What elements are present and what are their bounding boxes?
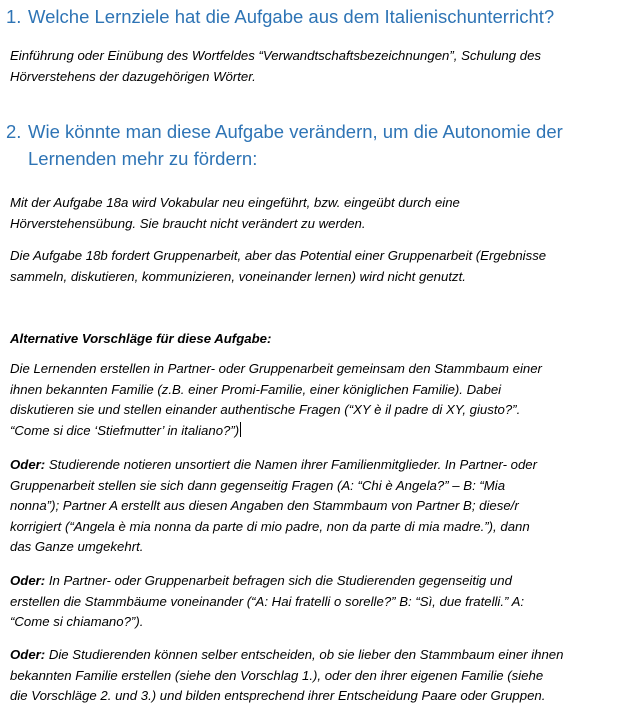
- text-line: Einführung oder Einübung des Wortfeldes “Verwandtschaftsbezeichnungen”, Schulung des: [10, 48, 542, 63]
- answer-lernziele: [10, 46, 610, 87]
- text-run: Studierende notieren unsortiert die Namen ihrer Familienmitglieder. In Partner- oder: [45, 457, 538, 472]
- text-line: nonna”); Partner A erstellt aus diesen Angaben den Stammbaum von Partner B; diese/r: [10, 498, 519, 513]
- text-line: [10, 571, 610, 592]
- heading-number: 2.: [6, 121, 22, 142]
- text-cursor: [240, 422, 241, 437]
- alternative-heading: [10, 329, 610, 350]
- text-line: erstellen die Stammbäume voneinander (“A: Hai fratelli o sorelle?” B: “Sì, due fratelli.” A:: [10, 593, 525, 609]
- text-line: sammeln, diskutieren, kommunizieren, voneinander lernen) wird nicht genutzt.: [10, 268, 466, 284]
- text-line: diskutieren sie und stellen einander authentische Fragen (“XY è il padre di XY, giusto?”.: [10, 402, 521, 417]
- text-line: ihnen bekannten Familie (z.B. einer Promi-Familie, einer königlichen Familie). Dabei: [10, 381, 502, 397]
- text-line-with-cursor: [10, 421, 610, 442]
- text-line: das Ganze umgekehrt.: [10, 539, 144, 554]
- proposal-3: [10, 571, 610, 633]
- text-line: “Come si dice ‘Stiefmutter’ in italiano?”): [10, 422, 240, 438]
- proposal-4: [10, 645, 610, 707]
- text-line: korrigiert (“Angela è mia nonna da parte di mio padre, non da parte di mia madre.”), dann: [10, 518, 530, 534]
- heading-lernziele: [6, 3, 554, 30]
- text-line: [10, 455, 610, 476]
- text-line: Gruppenarbeit stellen sie sich dann gegenseitig Fragen (A: “Chi è Angela?” – B: “Mia: [10, 477, 506, 493]
- answer-aufgabe-18b: [10, 246, 610, 287]
- text-line: die Vorschläge 2. und 3.) und bilden entsprechend ihrer Entscheidung Paare oder Gruppen.: [10, 688, 546, 703]
- text-line: Die Lernenden erstellen in Partner- oder Gruppenarbeit gemeinsam den Stammbaum einer: [10, 361, 542, 376]
- heading-autonomie: [6, 118, 563, 172]
- text-run: In Partner- oder Gruppenarbeit befragen sich die Studierenden gegenseitig und: [45, 573, 512, 588]
- text-run: Die Studierenden können selber entscheiden, ob sie lieber den Stammbaum einer ihnen: [45, 647, 564, 662]
- heading-text-line2: Lernenden mehr zu fördern:: [28, 148, 258, 169]
- or-label: Oder:: [10, 457, 46, 472]
- text-line: Hörverstehensübung. Sie braucht nicht verändert zu werden.: [10, 215, 366, 231]
- proposal-1[interactable]: [10, 359, 610, 441]
- heading-text-line1: Wie könnte man diese Aufgabe verändern, um die Autonomie der: [28, 121, 563, 142]
- heading-text: Welche Lernziele hat die Aufgabe aus dem Italienischunterricht?: [28, 6, 555, 27]
- text-line: Mit der Aufgabe 18a wird Vokabular neu eingeführt, bzw. eingeübt durch eine: [10, 195, 460, 210]
- or-label: Oder:: [10, 573, 46, 588]
- text-line: Die Aufgabe 18b fordert Gruppenarbeit, aber das Potential einer Gruppenarbeit (Ergebnisse: [10, 248, 547, 263]
- text-line: [10, 645, 610, 666]
- answer-aufgabe-18a: [10, 193, 610, 234]
- text-line: bekannten Familie erstellen (siehe den Vorschlag 1.), oder den ihrer eigenen Familie (siehe: [10, 667, 544, 683]
- alternative-heading-text: Alternative Vorschläge für diese Aufgabe:: [10, 331, 272, 346]
- heading-number: 1.: [6, 6, 22, 27]
- proposal-2: [10, 455, 610, 558]
- text-line: Hörverstehens der dazugehörigen Wörter.: [10, 68, 256, 84]
- text-line: “Come si chiamano?”).: [10, 614, 144, 629]
- or-label: Oder:: [10, 647, 46, 662]
